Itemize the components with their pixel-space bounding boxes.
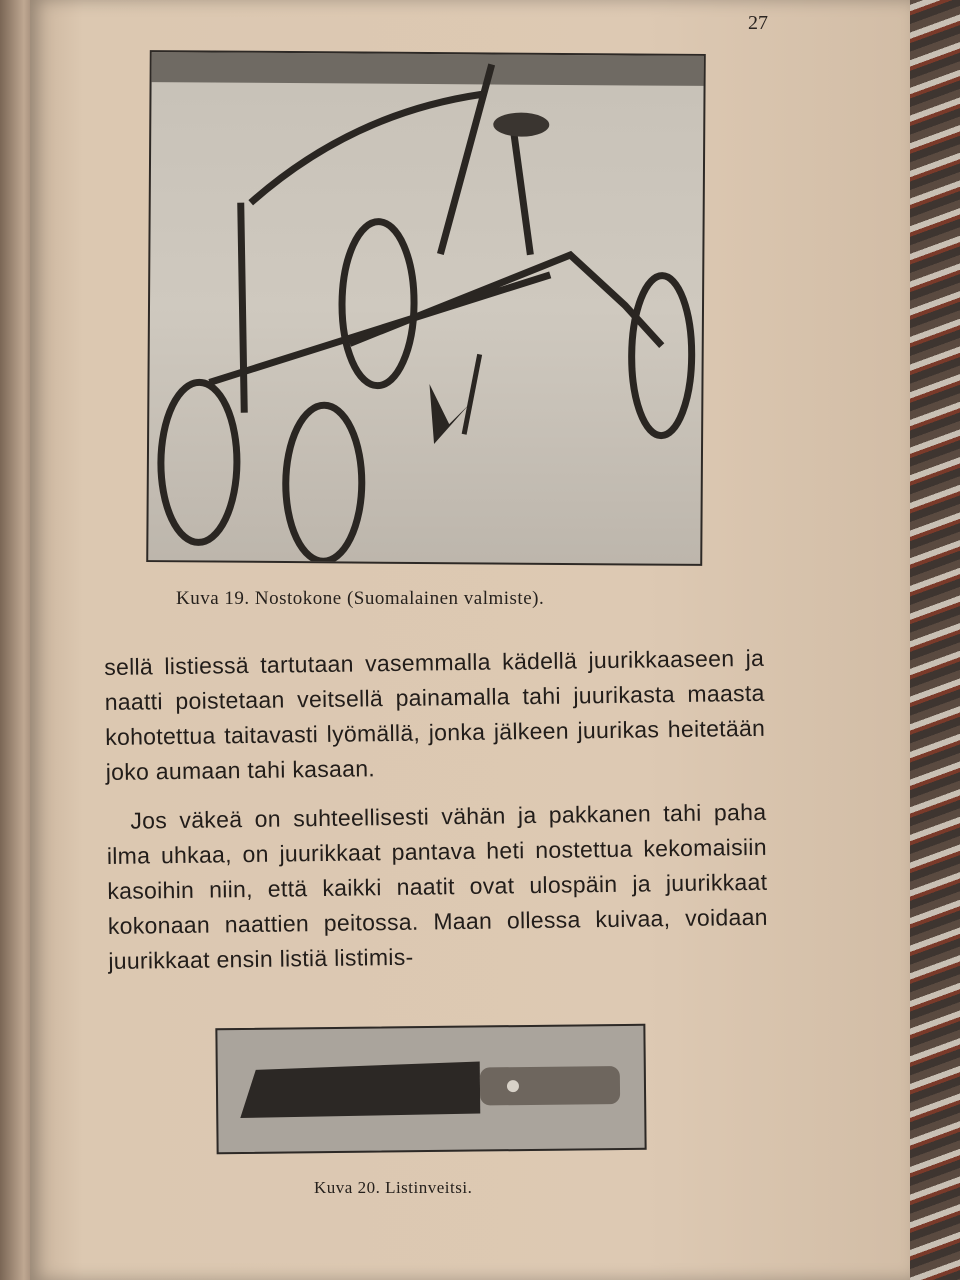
knife-illustration (217, 1026, 644, 1152)
figure-19-caption: Kuva 19. Nostokone (Suomalainen valmiste). (176, 588, 545, 609)
book-page (30, 0, 910, 1280)
figure-19-photo-beet-lifter (146, 50, 706, 566)
beet-lifter-illustration (148, 52, 704, 564)
figure-20-photo-topping-knife (215, 1024, 646, 1154)
page-number: 27 (748, 12, 768, 34)
paragraph: sellä listiessä tartutaan vasemmalla kädellä juurikkaaseen ja naatti poistetaan veitsellä painamalla tahi juurikasta maasta kohotettua taitavasti lyömällä, jonka jälkeen juurikas heitetään joko aumaan tahi kasaan. (104, 644, 766, 785)
paragraph: Jos väkeä on suhteellisesti vähän ja pakkanen tahi paha ilma uhkaa, on juurikkaat pantava heti nostettua kekomaisiin kasoihin niin, että kaikki naatit ovat ulospäin ja juurikkaat kokonaan naattien peitossa. Maan ollessa kuivaa, voidaan juurikkaat ensin listiä listimis- (106, 798, 768, 974)
figure-20-caption: Kuva 20. Listinveitsi. (314, 1178, 473, 1197)
body-text (104, 641, 769, 993)
